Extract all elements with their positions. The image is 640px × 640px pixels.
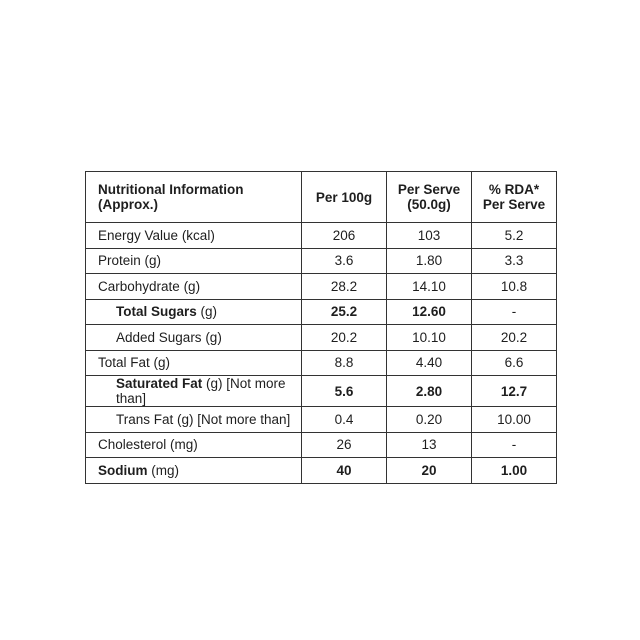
- nutrient-name: Trans Fat: [116, 411, 174, 427]
- cell-per-100g: 0.4: [302, 407, 387, 433]
- nutrient-name: Cholesterol: [98, 437, 167, 453]
- nutrient-unit: (kcal): [178, 227, 215, 243]
- table-row: [86, 248, 557, 274]
- cell-rda: -: [472, 299, 557, 325]
- nutrient-unit: (g): [149, 355, 171, 371]
- table-row: [86, 458, 557, 484]
- table-header-row: [86, 172, 557, 223]
- cell-per-100g: 26: [302, 432, 387, 458]
- cell-per-serve: 20: [387, 458, 472, 484]
- row-label: [86, 325, 302, 351]
- header-per-serve: [387, 172, 472, 223]
- cell-per-serve: 0.20: [387, 407, 472, 433]
- nutrient-name: Energy Value: [98, 227, 179, 243]
- table-row: [86, 407, 557, 433]
- row-label: [86, 248, 302, 274]
- header-rda: [472, 172, 557, 223]
- nutrient-unit: (g): [201, 329, 222, 345]
- cell-rda: 5.2: [472, 223, 557, 249]
- header-nutritional-information: Nutritional Information (Approx.): [86, 172, 302, 223]
- nutrient-unit: (g): [179, 278, 201, 294]
- cell-rda: 10.8: [472, 274, 557, 300]
- nutrient-name: Carbohydrate: [98, 278, 180, 294]
- nutrient-unit: (mg): [147, 462, 179, 478]
- cell-per-100g: 8.8: [302, 350, 387, 376]
- cell-rda: 12.7: [472, 376, 557, 407]
- nutrition-table: [85, 171, 557, 484]
- row-label: [86, 274, 302, 300]
- cell-rda: -: [472, 432, 557, 458]
- table-row: [86, 350, 557, 376]
- table-row: [86, 325, 557, 351]
- nutrient-unit: (g) [Not more than]: [173, 411, 291, 427]
- row-label: [86, 407, 302, 433]
- cell-per-serve: 2.80: [387, 376, 472, 407]
- row-label: [86, 458, 302, 484]
- table-row: [86, 376, 557, 407]
- nutrient-name: Total Sugars: [116, 304, 197, 320]
- row-label: [86, 376, 302, 407]
- nutrient-unit: (mg): [166, 437, 198, 453]
- row-label: [86, 223, 302, 249]
- nutrient-name: Total Fat: [98, 355, 150, 371]
- cell-per-serve: 1.80: [387, 248, 472, 274]
- header-rda-line2: Per Serve: [482, 197, 546, 212]
- header-per-100g: Per 100g: [302, 172, 387, 223]
- nutrient-unit: (g): [140, 253, 162, 269]
- cell-rda: 3.3: [472, 248, 557, 274]
- header-per-serve-line2: (50.0g): [407, 197, 451, 212]
- cell-per-serve: 14.10: [387, 274, 472, 300]
- cell-per-serve: 4.40: [387, 350, 472, 376]
- nutrient-name: Added Sugars: [116, 329, 202, 345]
- cell-per-100g: 25.2: [302, 299, 387, 325]
- cell-per-serve: 103: [387, 223, 472, 249]
- nutrient-unit: (g) [Not more than]: [116, 376, 286, 406]
- table-row: [86, 223, 557, 249]
- nutrient-name: Saturated Fat: [116, 376, 203, 391]
- row-label: [86, 299, 302, 325]
- cell-per-serve: 12.60: [387, 299, 472, 325]
- cell-per-100g: 206: [302, 223, 387, 249]
- row-label: [86, 432, 302, 458]
- cell-per-serve: 10.10: [387, 325, 472, 351]
- cell-rda: 10.00: [472, 407, 557, 433]
- nutrient-name: Protein: [98, 253, 141, 269]
- header-per-serve-line1: Per Serve: [397, 182, 461, 197]
- nutrient-unit: (g): [196, 304, 218, 320]
- nutrient-name: Sodium: [98, 462, 148, 478]
- row-label: [86, 350, 302, 376]
- header-rda-line1: % RDA*: [488, 182, 540, 197]
- cell-rda: 6.6: [472, 350, 557, 376]
- table-row: [86, 299, 557, 325]
- cell-per-100g: 5.6: [302, 376, 387, 407]
- table-row: [86, 432, 557, 458]
- cell-per-100g: 3.6: [302, 248, 387, 274]
- cell-rda: 20.2: [472, 325, 557, 351]
- cell-rda: 1.00: [472, 458, 557, 484]
- table-row: [86, 274, 557, 300]
- cell-per-serve: 13: [387, 432, 472, 458]
- cell-per-100g: 28.2: [302, 274, 387, 300]
- cell-per-100g: 20.2: [302, 325, 387, 351]
- cell-per-100g: 40: [302, 458, 387, 484]
